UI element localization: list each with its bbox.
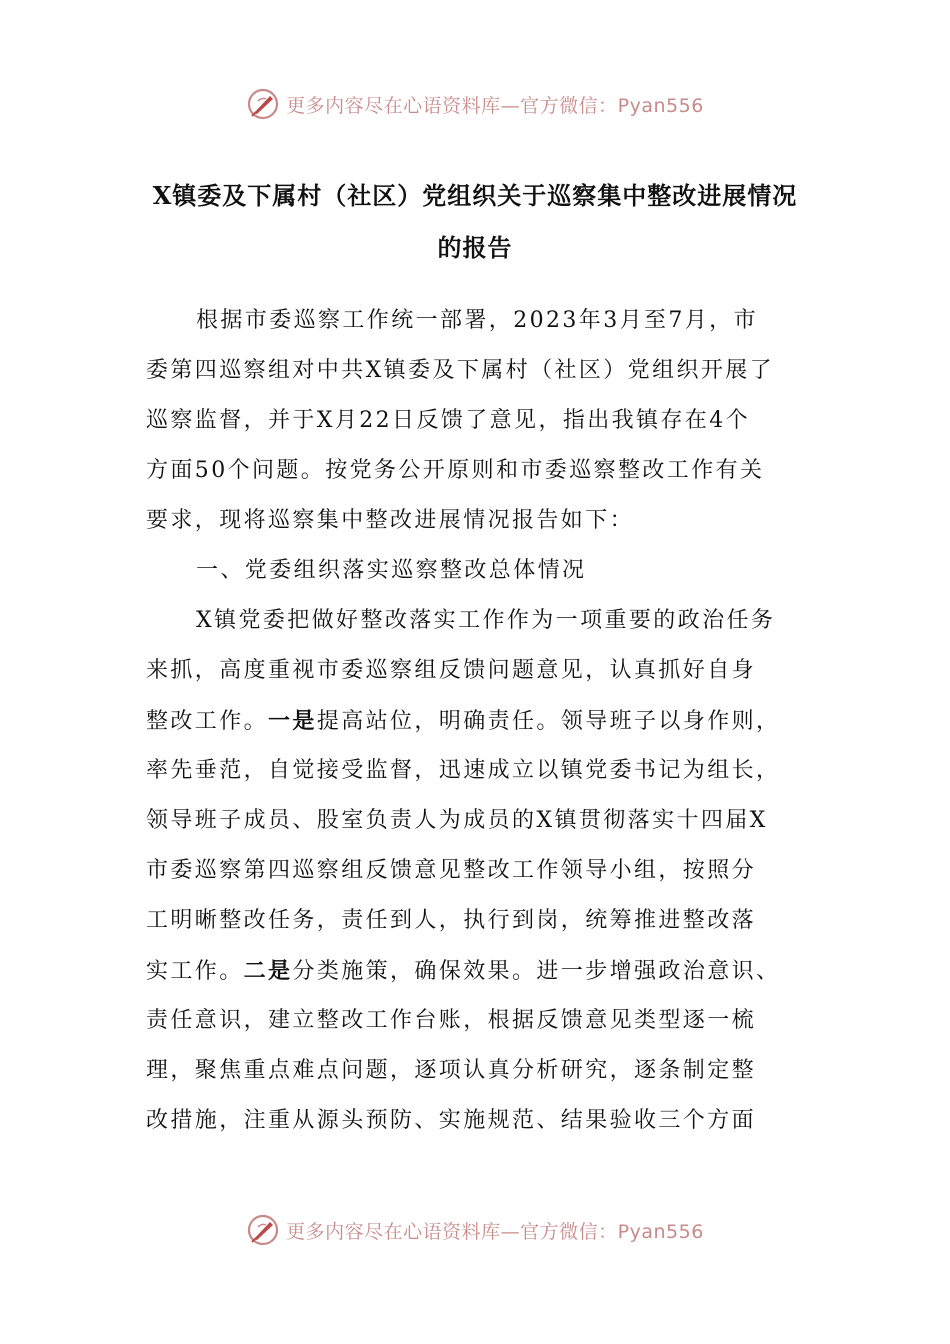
bold-keyword: 二是	[243, 958, 293, 984]
body-line: 巡察监督，并于X月22日反馈了意见，指出我镇存在4个	[146, 408, 751, 433]
body-line: 来抓，高度重视市委巡察组反馈问题意见，认真抓好自身	[146, 658, 757, 683]
watermark-text	[286, 91, 704, 118]
watermark-text	[286, 1217, 704, 1244]
body-line	[146, 706, 780, 737]
body-line: 领导班子成员、股室负责人为成员的X镇贯彻落实十四届X	[146, 808, 768, 833]
body-line: 根据市委巡察工作统一部署，2023年3月至7月，市	[196, 308, 758, 333]
body-line: 委第四巡察组对中共X镇委及下属村（社区）党组织开展了	[146, 358, 775, 383]
footer-watermark	[0, 1210, 950, 1250]
document-title-line-2: 的报告	[437, 233, 513, 262]
section-heading: 一、党委组织落实巡察整改总体情况	[196, 558, 587, 583]
document-title-line-1: X镇委及下属村（社区）党组织关于巡察集中整改进展情况	[152, 181, 798, 210]
body-line: 责任意识，建立整改工作台账，根据反馈意见类型逐一梳	[146, 1008, 757, 1033]
body-line: X镇党委把做好整改落实工作作为一项重要的政治任务	[196, 608, 776, 633]
body-text: 整改工作。	[146, 709, 269, 734]
body-line: 工明晰整改任务，责任到人，执行到岗，统筹推进整改落	[146, 908, 757, 933]
body-line: 改措施，注重从源头预防、实施规范、结果验收三个方面	[146, 1108, 757, 1133]
watermark-wechat-id: Pyan556	[617, 94, 704, 117]
body-line: 市委巡察第四巡察组反馈意见整改工作领导小组，按照分	[146, 858, 757, 883]
body-text: 实工作。	[146, 959, 244, 984]
watermark-slogan: 更多内容尽在心语资料库—官方微信：	[286, 1220, 618, 1243]
watermark-wechat-id: Pyan556	[617, 1220, 704, 1243]
quill-logo-icon	[246, 1213, 280, 1247]
body-text: 提高站位，明确责任。领导班子以身作则，	[316, 709, 781, 734]
body-line	[146, 956, 780, 987]
body-line: 率先垂范，自觉接受监督，迅速成立以镇党委书记为组长，	[146, 758, 781, 783]
body-line: 理，聚焦重点难点问题，逐项认真分析研究，逐条制定整	[146, 1058, 757, 1083]
body-line: 要求，现将巡察集中整改进展情况报告如下：	[146, 508, 635, 533]
body-text: 分类施策，确保效果。进一步增强政治意识、	[292, 959, 781, 984]
watermark-slogan: 更多内容尽在心语资料库—官方微信：	[286, 94, 618, 117]
header-watermark	[0, 84, 950, 124]
quill-logo-icon	[246, 87, 280, 121]
bold-keyword: 一是	[268, 708, 317, 734]
body-line: 方面50个问题。按党务公开原则和市委巡察整改工作有关	[146, 458, 765, 483]
